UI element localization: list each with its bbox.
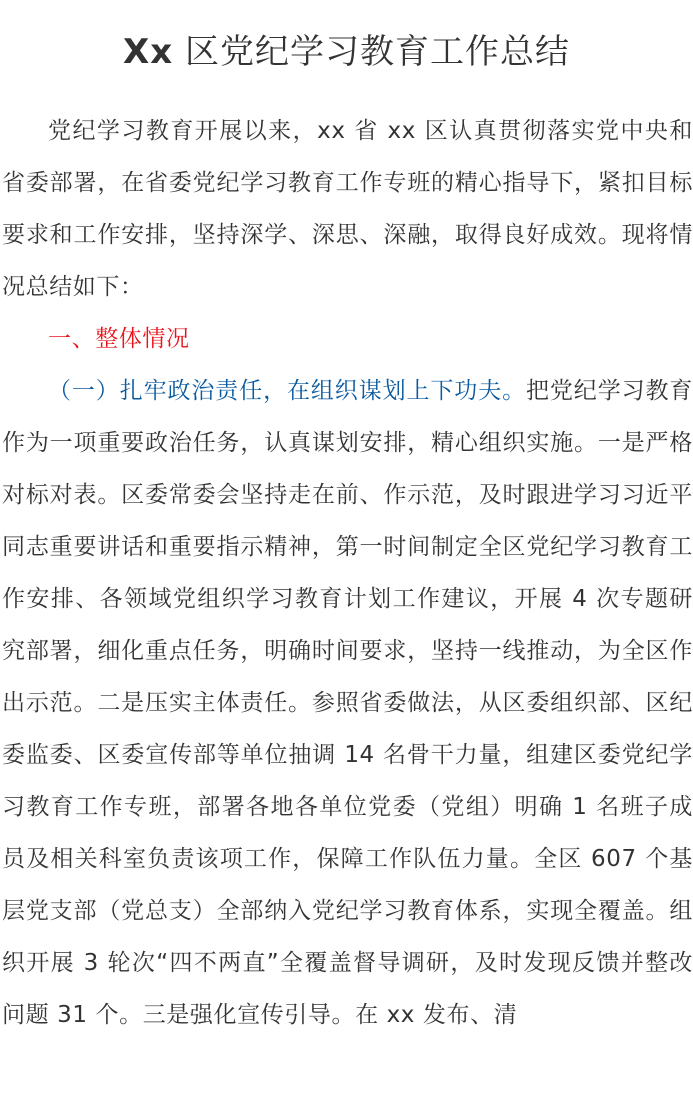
subsection-heading: （一）扎牢政治责任，在组织谋划上下功夫。: [48, 378, 526, 404]
title-prefix: Xx: [123, 32, 174, 72]
document-body: [2, 105, 693, 1041]
title-suffix: 区党纪学习教育工作总结: [173, 32, 570, 72]
section-heading-overall: 一、整体情况: [48, 326, 190, 352]
document-title: [0, 26, 693, 78]
subsection-paragraph: [2, 365, 693, 1041]
subsection-body: 把党纪学习教育作为一项重要政治任务，认真谋划安排，精心组织实施。一是严格对标对表。区委常委会坚持走在前、作示范，及时跟进学习习近平同志重要讲话和重要指示精神，第一时间制定全区党纪学习教育工作安排、各领域党组织学习教育计划工作建议，开展 4 次专题研究部署，细化重点任务，明确时间要求，坚持一线推动，为全区作出示范。二是压实主体责任。参照省委做法，从区委组织部、区纪委监委、区委宣传部等单位抽调 14 名骨干力量，组建区委党纪学习教育工作专班，部署各地各单位党委（党组）明确 1 名班子成员及相关科室负责该项工作，保障工作队伍力量。全区 607 个基层党支部（党总支）全部纳入党纪学习教育体系，实现全覆盖。组织开展 3 轮次“四不两直”全覆盖督导调研，及时发现反馈并整改问题 31 个。三是强化宣传引导。在 xx 发布、清: [2, 378, 693, 1028]
intro-paragraph: 党纪学习教育开展以来，xx 省 xx 区认真贯彻落实党中央和省委部署，在省委党纪学习教育工作专班的精心指导下，紧扣目标要求和工作安排，坚持深学、深思、深融，取得良好成效。现将情况总结如下：: [2, 118, 693, 300]
